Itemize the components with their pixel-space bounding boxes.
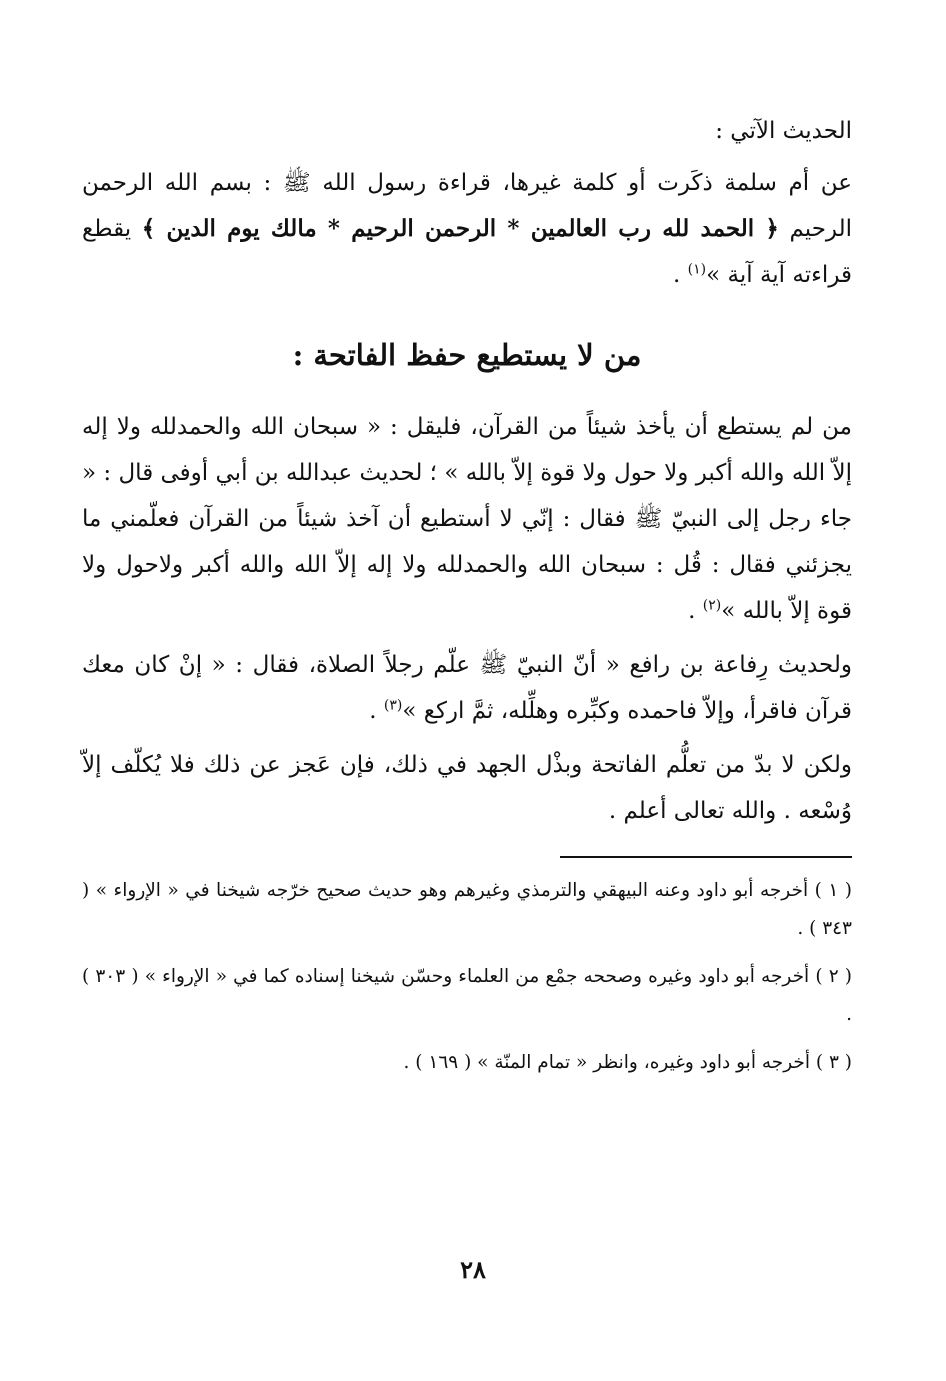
footnote-item: ( ٢ ) أخرجه أبو داود وغيره وصححه جمْع من العلماء وحسّن شيخنا إسناده كما في « الإرواء » ( ٣٠٣ ) . bbox=[82, 966, 852, 1025]
quran-verse: ﴿ الحمد لله رب العالمين * الرحمن الرحيم * مالك يوم الدين ﴾ bbox=[141, 215, 779, 242]
paragraph-text: من لم يستطع أن يأخذ شيئاً من القرآن، فليقل : « سبحان الله والحمدلله ولا إله إلاّ الله والله أكبر ولا حول ولا قوة إلاّ بالله » ؛ لحديث عبدالله بن أبي أوفى قال : « جاء رجل إلى النبيّ ﷺ فقال : إنّي لا أستطيع أن آخذ شيئاً من القرآن فعلّمني ما يجزئني فقال : قُل : سبحان الله والحمدلله ولا إله إلاّ الله والله أكبر ولاحول ولا قوة إلاّ بالله » bbox=[82, 414, 852, 624]
paragraph-conclusion: ولكن لا بدّ من تعلُّم الفاتحة وبذْل الجهد في ذلك، فإن عَجز عن ذلك فلا يُكلّف إلاّ وُسْعه . والله تعالى أعلم . bbox=[82, 752, 852, 824]
paragraph-text: . bbox=[688, 598, 703, 624]
footnote-item: ( ٣ ) أخرجه أبو داود وغيره، وانظر « تمام المنّة » ( ١٦٩ ) . bbox=[403, 1052, 852, 1073]
body-text bbox=[82, 108, 852, 298]
paragraph-text: عن أم سلمة ذكَرت أو كلمة غيرها، قراءة رسول الله ﷺ : بسم الله الرحمن الرحيم bbox=[82, 170, 853, 242]
paragraph-text: . bbox=[673, 262, 688, 288]
paragraph-text: . bbox=[369, 698, 384, 724]
paragraph-tasbih bbox=[82, 404, 852, 634]
footnote-ref: (١) bbox=[687, 261, 707, 278]
book-page bbox=[82, 108, 852, 1092]
footnotes bbox=[82, 872, 852, 1082]
footnote-item: ( ١ ) أخرجه أبو داود وعنه البيهقي والترمذي وغيرهم وهو حديث صحيح خرّجه شيخنا في « الإرواء » ( ٣٤٣ ) . bbox=[82, 880, 852, 939]
footnote-ref: (٢) bbox=[702, 597, 722, 614]
page-number: ٢٨ bbox=[460, 1255, 486, 1284]
paragraph-text: ولحديث رِفاعة بن رافع « أنّ النبيّ ﷺ علّم رجلاً الصلاة، فقال : « إنْ كان معك قرآن فاقرأ، وإلاّ فاحمده وكبِّره وهلِّله، ثمَّ اركع » bbox=[82, 652, 852, 724]
footnote-divider bbox=[560, 856, 852, 858]
footnote-ref: (٣) bbox=[383, 697, 403, 714]
paragraph-umm-salama bbox=[82, 160, 852, 298]
paragraph-text: يقطع قراءته آية آية » bbox=[82, 216, 852, 288]
paragraph-rifaa bbox=[82, 642, 852, 734]
section-text bbox=[82, 404, 852, 834]
intro-line: الحديث الآتي : bbox=[715, 118, 852, 144]
section-heading: من لا يستطيع حفظ الفاتحة : bbox=[292, 338, 642, 372]
